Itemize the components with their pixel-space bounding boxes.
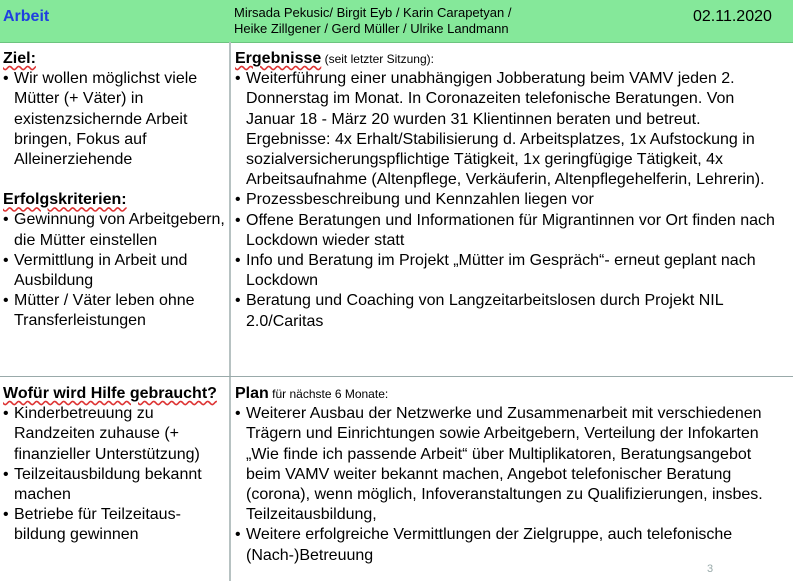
list-item: • Wir wollen möglichst viele Mütter (+ Väter) in existenzsichernde Arbeit bringen, Fokus auf Alleinerziehende [3, 69, 225, 170]
ziel-heading: Ziel: [3, 50, 36, 67]
erfolg-list [3, 210, 225, 331]
list-item: • Kinderbetreuung zu Randzeiten zuhause (+ finanzieller Unterstützung) [3, 404, 225, 465]
list-item: • Beratung und Coaching von Langzeitarbeitslosen durch Projekt NIL 2.0/Caritas [235, 291, 787, 331]
list-item: • Betriebe für Teilzeitaus-bildung gewinnen [3, 505, 225, 545]
ziel-list [3, 69, 225, 170]
hilfe-list [3, 404, 225, 545]
plan-cell [235, 384, 787, 566]
hilfe-heading: Wofür wird Hilfe gebraucht? [3, 385, 217, 402]
list-item: • Gewinnung von Arbeitgebern, die Mütter einstellen [3, 210, 225, 250]
hilfe-cell [3, 384, 225, 546]
page-title: Arbeit [3, 8, 50, 25]
list-item: • Info und Beratung im Projekt „Mütter im Gespräch“- erneut geplant nach Lockdown [235, 251, 787, 291]
plan-list [235, 404, 787, 566]
ergebnisse-heading: Ergebnisse (seit letzter Sitzung): [235, 50, 434, 67]
plan-heading: Plan für nächste 6 Monate: [235, 385, 389, 402]
header-bar [0, 0, 793, 43]
ergebnisse-note: (seit letzter Sitzung): [321, 52, 434, 66]
ergebnisse-cell [235, 49, 787, 332]
page-number: 3 [707, 563, 714, 575]
date: 02.11.2020 [693, 8, 772, 25]
list-item: • Weiterer Ausbau der Netzwerke und Zusammenarbeit mit verschiedenen Trägern und Einrichtungen sowie Arbeitgebern, Verteilung der Infokarten „Wie finde ich passende Arbeit“ über Multiplikatoren, Beratungsangebot beim VAMV weiter bekannt machen, Angebot telefonischer Beratung (corona), wenn möglich, Infoveranstaltungen zu Qualifizierungen, insbes. Teilzeitausbildung, [235, 404, 787, 525]
erfolg-heading: Erfolgskriterien: [3, 191, 127, 209]
authors-line-2: Heike Zillgener / Gerd Müller / Ulrike Landmann [234, 21, 509, 36]
list-item: • Teilzeitausbildung bekannt machen [3, 465, 225, 505]
list-item: • Offene Beratungen und Informationen für Migrantinnen vor Ort finden nach Lockdown wieder statt [235, 211, 787, 251]
list-item: • Mütter / Väter leben ohne Transferleistungen [3, 291, 225, 331]
list-item: • Weiterführung einer unabhängigen Jobberatung beim VAMV jeden 2. Donnerstag im Monat. In Coronazeiten telefonische Beratungen. Von Januar 18 - März 20 wurden 31 Klientinnen beraten und betreut. Ergebnisse: 4x Erhalt/Stabilisierung d. Arbeitsplatzes, 1x Aufstockung in sozialversicherungspflichtige Tätigkeit, 1x geringfügige Tätigkeit, 4x Arbeitsaufnahme (Altenpflege, Verkäuferin, Altenpflegehelferin, Lehrerin). [235, 69, 787, 190]
list-item: • Vermittlung in Arbeit und Ausbildung [3, 251, 225, 291]
authors [234, 5, 614, 37]
ergebnisse-list [235, 69, 787, 332]
list-item: • Weitere erfolgreiche Vermittlungen der Zielgruppe, auch telefonische (Nach-)Betreuung [235, 525, 787, 565]
plan-note: für nächste 6 Monate: [268, 387, 389, 401]
list-item: • Prozessbeschreibung und Kennzahlen liegen vor [235, 190, 787, 210]
column-divider [229, 42, 231, 581]
authors-line-1: Mirsada Pekusic/ Birgit Eyb / Karin Carapetyan / [234, 5, 512, 20]
ziel-cell [3, 49, 225, 332]
row-divider [0, 376, 793, 377]
